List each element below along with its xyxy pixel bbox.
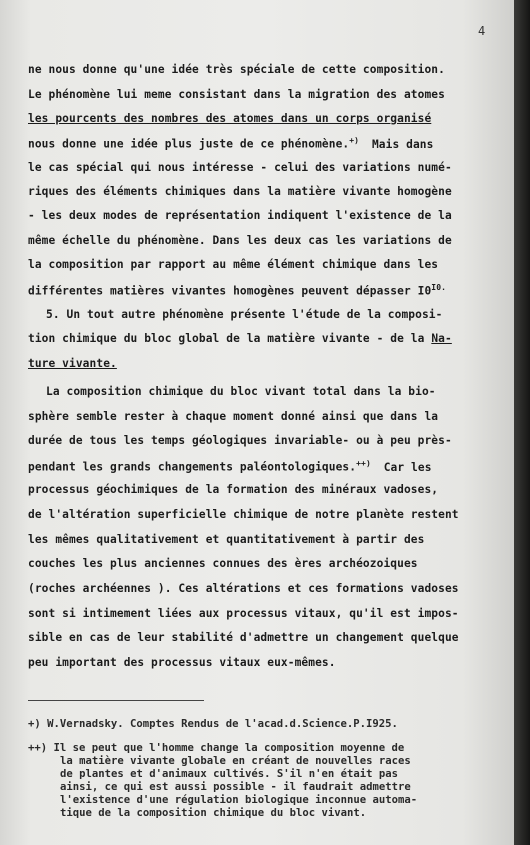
text-line: - les deux modes de représentation indiquent l'existence de la xyxy=(28,209,452,222)
text-line: ture vivante. xyxy=(28,357,117,370)
text-line: Le phénomène lui meme consistant dans la migration des atomes xyxy=(28,88,445,101)
text-line: les mêmes qualitativement et quantitativement à partir des xyxy=(28,533,425,546)
text-line: de l'altération superficielle chimique de notre planète restent xyxy=(28,508,459,521)
text-line: (roches archéennes ). Ces altérations et ces formations vadoses xyxy=(28,582,459,595)
footnote-divider xyxy=(28,700,204,701)
footnote: +) W.Vernadsky. Comptes Rendus de l'acad.d.Science.P.I925. xyxy=(28,718,398,730)
page-number: 4 xyxy=(478,24,486,38)
text-line: processus géochimiques de la formation des minéraux vadoses, xyxy=(28,483,439,496)
text-line: nous donne une idée plus juste de ce phénomène.+) Mais dans xyxy=(28,136,434,151)
footnote-line: l'existence d'une régulation biologique inconnue automa- xyxy=(60,794,418,806)
text-line: les pourcents des nombres des atomes dans un corps organisé xyxy=(28,112,432,125)
page-edge-shadow xyxy=(514,0,530,845)
text-line: couches les plus anciennes connues des ères archéozoiques xyxy=(28,557,418,570)
footnote-marker: +) xyxy=(349,136,360,145)
text-line: tion chimique du bloc global de la matière vivante - de la Na- xyxy=(28,332,452,345)
text-line: différentes matières vivantes homogènes peuvent dépasser $I0^{I0.}$ xyxy=(28,283,447,298)
text-line: sible en cas de leur stabilité d'admettre un changement quelque xyxy=(28,631,459,644)
text-line: sont si intimement liées aux processus vitaux, qu'il est impos- xyxy=(28,607,459,620)
footnote-line: ainsi, ce qui est aussi possible - il faudrait admettre xyxy=(60,781,411,793)
footnote-line: la matière vivante globale en créant de nouvelles races xyxy=(60,755,411,767)
text-line: même échelle du phénomène. Dans les deux cas les variations de xyxy=(28,234,452,247)
footnote: ++) Il se peut que l'homme change la composition moyenne de xyxy=(28,742,405,754)
text-line: sphère semble rester à chaque moment donné ainsi que dans la xyxy=(28,410,439,423)
text-line: pendant les grands changements paléontologiques.++) Car les xyxy=(28,459,432,474)
text-line: le cas spécial qui nous intéresse - celui des variations numé- xyxy=(28,161,452,174)
text-line: durée de tous les temps géologiques invariable- ou à peu près- xyxy=(28,434,452,447)
text-line: La composition chimique du bloc vivant total dans la bio- xyxy=(46,385,436,398)
text-line: riques des éléments chimiques dans la matière vivante homogène xyxy=(28,185,452,198)
exponent: I0. xyxy=(431,283,447,292)
text-line: la composition par rapport au même élément chimique dans les xyxy=(28,258,439,271)
footnote-line: tique de la composition chimique du bloc vivant. xyxy=(60,807,367,819)
footnote-line: de plantes et d'animaux cultivés. S'il n'en était pas xyxy=(60,768,399,780)
footnote-marker: ++) xyxy=(356,459,371,468)
text-line: 5. Un tout autre phénomène présente l'étude de la composi- xyxy=(46,308,443,321)
text-line: peu important des processus vitaux eux-mêmes. xyxy=(28,656,336,669)
text-line: ne nous donne qu'une idée très spéciale de cette composition. xyxy=(28,63,445,76)
